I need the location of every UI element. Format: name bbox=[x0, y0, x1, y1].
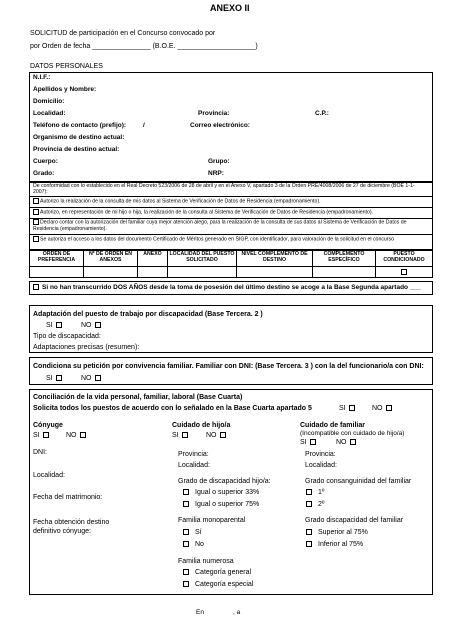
telefono-slash: / bbox=[143, 122, 145, 129]
table-cell[interactable] bbox=[376, 267, 433, 278]
checkbox-icon[interactable] bbox=[183, 529, 189, 535]
monoparental-si[interactable]: Sí bbox=[183, 529, 202, 536]
col-puesto-condicionado: PUESTO CONDICIONADO bbox=[376, 251, 433, 267]
checkbox-icon[interactable] bbox=[183, 541, 189, 547]
nif-label: N.I.F.: bbox=[33, 74, 51, 81]
adaptacion-title: Adaptación del puesto de trabajo por discapacidad (Base Tercera. 2 ) bbox=[33, 311, 263, 318]
familiar-sup75[interactable]: Superior al 75% bbox=[306, 529, 368, 536]
cp-label: C.P.: bbox=[315, 110, 329, 117]
familiar-title: Cuidado de familiar bbox=[300, 422, 365, 429]
hijo-title: Cuidado de hijo/a bbox=[172, 422, 231, 429]
consent-intro: De conformidad con lo establecido en el Real Decreto 523/2006 de 28 de abril y en el Anexo V, apartado 3 de la Orden PRE/4008/2006 de 27 de diciembre (BOE 1-1-2007): bbox=[33, 183, 415, 196]
adaptacion-no[interactable]: NO bbox=[81, 322, 101, 329]
fecha-obtencion-line-1: Fecha obtención destino bbox=[33, 519, 110, 526]
nrp-label: NRP: bbox=[208, 170, 224, 177]
apellidos-label: Apellidos y Nombre: bbox=[33, 86, 97, 93]
footer-en: En bbox=[196, 609, 204, 616]
consanguinidad-2[interactable]: 2º bbox=[306, 501, 324, 508]
checkbox-icon[interactable] bbox=[306, 489, 312, 495]
hijo-localidad-label: Localidad: bbox=[178, 462, 210, 469]
checkbox-icon[interactable] bbox=[306, 541, 312, 547]
dos-anos-option[interactable]: Si no han transcurrido DOS AÑOS desde la toma de posesión del último destino se acoge a la Base Segunda apartado ___ bbox=[33, 284, 421, 291]
page-title: ANEXO II bbox=[210, 3, 250, 13]
familiar-provincia-label: Provincia: bbox=[305, 451, 336, 458]
checkbox-icon[interactable] bbox=[43, 432, 49, 438]
familiar-si[interactable]: SI bbox=[300, 439, 316, 446]
conciliacion-si[interactable]: SI bbox=[339, 405, 355, 412]
numerosa-especial[interactable]: Categoría especial bbox=[183, 581, 253, 588]
conciliacion-no[interactable]: NO bbox=[372, 405, 392, 412]
checkbox-icon[interactable] bbox=[349, 405, 355, 411]
checkbox-icon[interactable] bbox=[33, 236, 39, 242]
checkbox-icon[interactable] bbox=[56, 375, 62, 381]
checkbox-icon[interactable] bbox=[95, 322, 101, 328]
domicilio-label: Domicilio: bbox=[33, 98, 65, 105]
conyuge-title: Cónyuge bbox=[33, 422, 63, 429]
adaptaciones-label: Adaptaciones precisas (resumen): bbox=[33, 344, 140, 351]
grupo-label: Grupo: bbox=[208, 158, 230, 165]
checkbox-icon[interactable] bbox=[183, 581, 189, 587]
table-cell[interactable] bbox=[138, 267, 168, 278]
col-nivel: NIVEL COMPLEMENTO DE DESTINO bbox=[237, 251, 313, 267]
col-numero-orden: Nº DE ORDEN EN ANEXOS bbox=[84, 251, 138, 267]
table-cell[interactable] bbox=[237, 267, 313, 278]
consent-item-3[interactable]: Declaro contar con la autorización del familiar cuya mejor atención alego, para la realización de la consulta de sus datos al Sistema de Verificación de Datos de Residencia (empadronamiento). bbox=[33, 219, 407, 232]
cuerpo-label: Cuerpo: bbox=[33, 158, 58, 165]
col-localidad: LOCALIDAD DEL PUESTO SOLICITADO bbox=[168, 251, 237, 267]
table-cell[interactable] bbox=[313, 267, 376, 278]
monoparental-label: Familia monoparental bbox=[178, 517, 246, 524]
checkbox-icon[interactable] bbox=[183, 569, 189, 575]
checkbox-icon[interactable] bbox=[306, 501, 312, 507]
numerosa-label: Familia numerosa bbox=[178, 558, 234, 565]
checkbox-icon[interactable] bbox=[220, 432, 226, 438]
conyuge-localidad-label: Localidad: bbox=[33, 472, 65, 479]
conciliacion-solicita: Solicita todos los puestos de acuerdo con lo señalado en la Base Cuarta apartado 5 bbox=[33, 405, 312, 412]
consent-item-1[interactable]: Autorizo la realización de la consulta de mis datos al Sistema de Verificación de Datos de Residencia (empadronamiento). bbox=[33, 198, 321, 204]
table-cell[interactable] bbox=[168, 267, 237, 278]
hijo-provincia-label: Provincia: bbox=[178, 451, 209, 458]
intro-line-2: por Orden de fecha _______________ (B.O.E. ____________________) bbox=[30, 43, 258, 50]
correo-label: Correo electrónico: bbox=[190, 122, 250, 129]
checkbox-icon[interactable] bbox=[183, 489, 189, 495]
checkbox-icon[interactable] bbox=[33, 209, 39, 215]
conyuge-si[interactable]: SI bbox=[33, 432, 49, 439]
checkbox-icon[interactable] bbox=[310, 439, 316, 445]
hijo-no[interactable]: NO bbox=[206, 432, 226, 439]
conyuge-dni-label: DNI: bbox=[33, 449, 47, 456]
consanguinidad-1[interactable]: 1º bbox=[306, 489, 324, 496]
hijo-igual33[interactable]: Igual o superior 33% bbox=[183, 489, 259, 496]
provincia-destino-label: Provincia de destino actual: bbox=[33, 146, 120, 153]
fecha-obtencion-line-2: definitivo cónyuge: bbox=[33, 528, 91, 535]
hijo-igual75[interactable]: Igual o superior 75% bbox=[183, 501, 259, 508]
conyuge-no[interactable]: NO bbox=[66, 432, 86, 439]
table-cell[interactable] bbox=[30, 267, 84, 278]
col-anexo: ANEXO bbox=[138, 251, 168, 267]
provincia-label: Provincia: bbox=[198, 110, 230, 117]
consent-item-4[interactable]: Se autoriza el acceso a los datos del documento Certificado de Méritos generado en SIGP, con identificador, para valoración de la solicitud en el concurso bbox=[33, 236, 429, 243]
checkbox-icon[interactable] bbox=[182, 432, 188, 438]
monoparental-no[interactable]: No bbox=[183, 541, 204, 548]
consanguinidad-label: Grado consanguinidad del familiar bbox=[305, 478, 412, 485]
numerosa-general[interactable]: Categoría general bbox=[183, 569, 251, 576]
checkbox-icon[interactable] bbox=[33, 198, 39, 204]
col-orden-preferencia: ORDEN DE PREFERENCIA bbox=[30, 251, 84, 267]
tipo-discapacidad-label: Tipo de discapacidad: bbox=[33, 333, 101, 340]
checkbox-icon[interactable] bbox=[33, 219, 39, 225]
familiar-no[interactable]: NO bbox=[336, 439, 356, 446]
hijo-grado-label: Grado de discapacidad hijo/a: bbox=[178, 478, 271, 485]
checkbox-icon[interactable] bbox=[386, 405, 392, 411]
consent-item-2[interactable]: Autorizo, en representación de mi hijo o hija, la realización de la consulta al Sistema de Verificación de Datos de Residencia (empadronamiento). bbox=[33, 209, 373, 215]
familiar-grado-label: Grado discapacidad del familiar bbox=[305, 517, 404, 524]
checkbox-icon[interactable] bbox=[56, 322, 62, 328]
intro-line-1: SOLICITUD de participación en el Concurso convocado por bbox=[30, 30, 216, 37]
checkbox-icon[interactable] bbox=[95, 375, 101, 381]
localidad-label: Localidad: bbox=[33, 110, 66, 117]
col-complemento: COMPLEMENTO ESPECÍFICO bbox=[313, 251, 376, 267]
grado-label: Grado: bbox=[33, 170, 55, 177]
checkbox-icon[interactable] bbox=[401, 269, 407, 275]
checkbox-icon[interactable] bbox=[80, 432, 86, 438]
table-cell[interactable] bbox=[84, 267, 138, 278]
organismo-label: Organismo de destino actual: bbox=[33, 134, 125, 141]
datos-heading: DATOS PERSONALES bbox=[30, 63, 103, 70]
condiciona-no[interactable]: NO bbox=[81, 375, 101, 382]
fecha-matrimonio-label: Fecha del matrimonio: bbox=[33, 494, 103, 501]
adaptacion-si[interactable]: SI bbox=[46, 322, 62, 329]
checkbox-icon[interactable] bbox=[33, 284, 39, 290]
telefono-label: Teléfono de contacto (prefijo): bbox=[33, 122, 127, 129]
familiar-subtitle: (Incompatible con cuidado de hijo/a) bbox=[300, 430, 405, 437]
condiciona-title: Condiciona su petición por convivencia familiar. Familiar con DNI: (Base Tercera. 3 ) con la del funcionario/a con DNI: bbox=[33, 363, 424, 370]
footer-a: , a bbox=[233, 609, 241, 616]
familiar-localidad-label: Localidad: bbox=[305, 462, 337, 469]
familiar-inf75[interactable]: Inferior al 75% bbox=[306, 541, 363, 548]
hijo-si[interactable]: SI bbox=[172, 432, 188, 439]
checkbox-icon[interactable] bbox=[350, 439, 356, 445]
checkbox-icon[interactable] bbox=[306, 529, 312, 535]
checkbox-icon[interactable] bbox=[183, 501, 189, 507]
preference-table bbox=[29, 250, 433, 278]
conciliacion-title: Conciliación de la vida personal, familiar, laboral (Base Cuarta) bbox=[33, 394, 243, 401]
condiciona-si[interactable]: SI bbox=[46, 375, 62, 382]
